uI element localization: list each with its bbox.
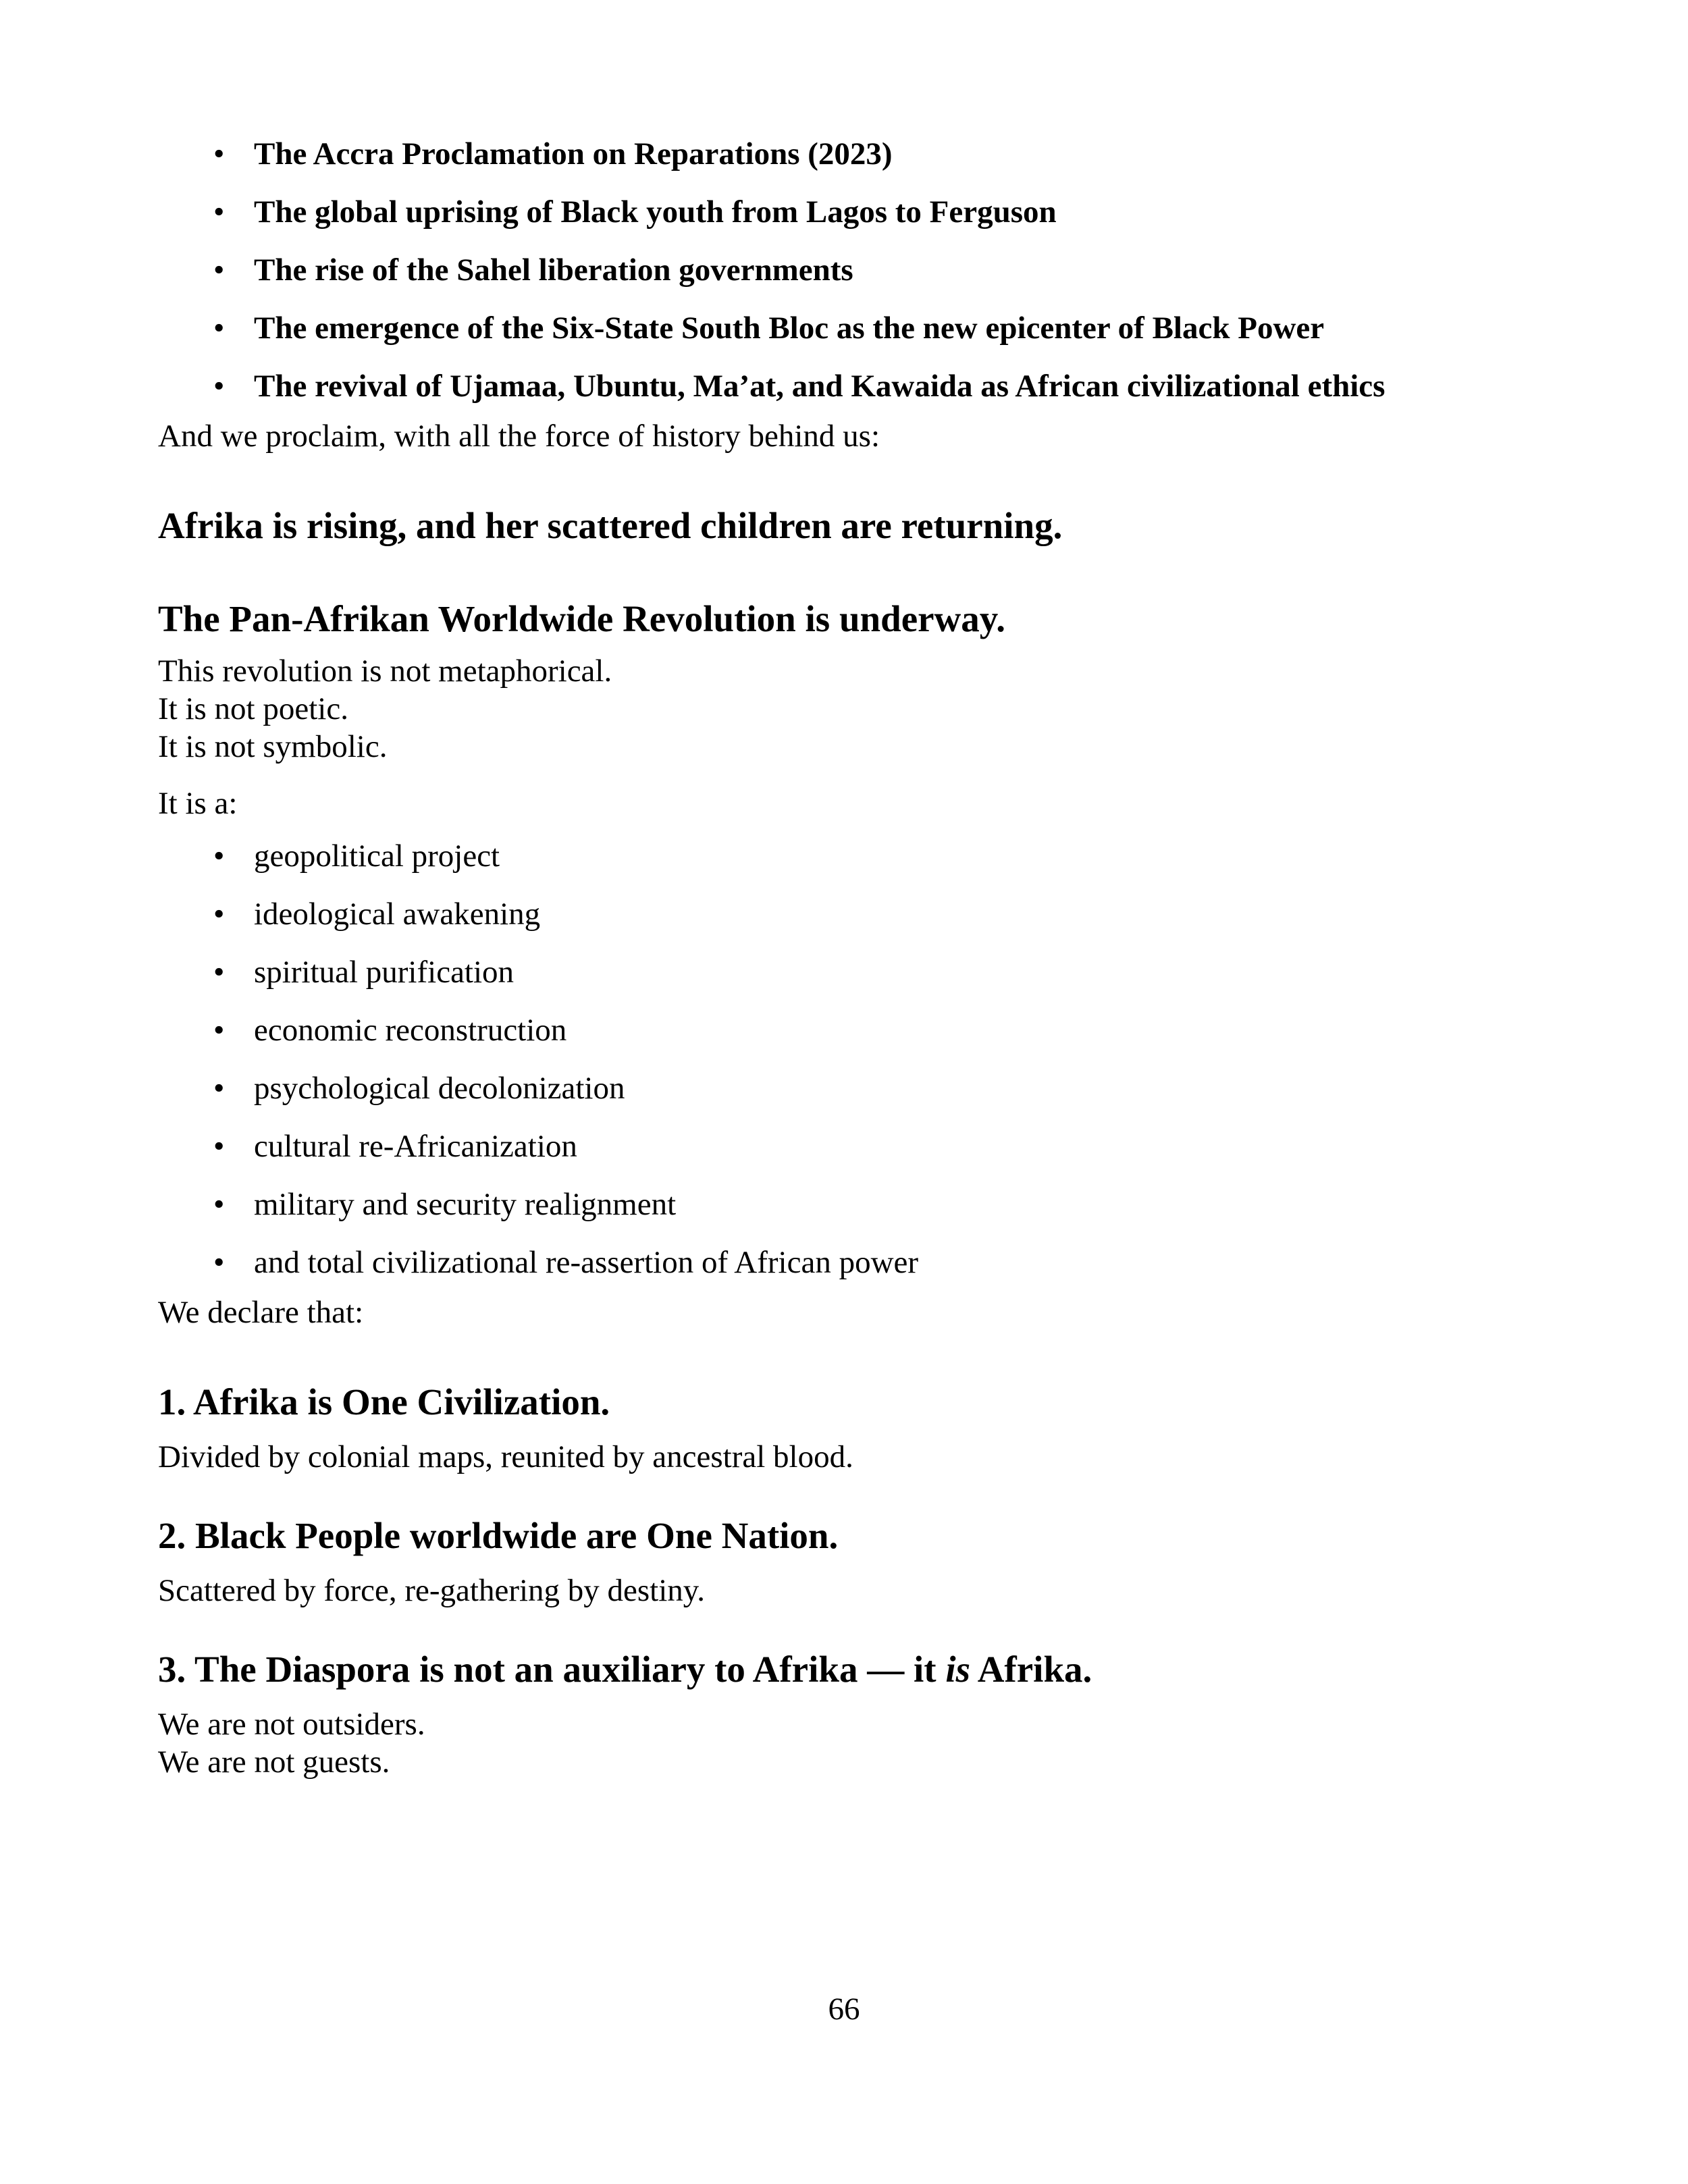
declaration-2-heading: 2. Black People worldwide are One Nation. — [158, 1515, 839, 1556]
list-item: • cultural re-Africanization — [158, 1127, 1542, 1165]
list-item: • The global uprising of Black youth from Lagos to Ferguson — [158, 193, 1542, 231]
list-item: • ideological awakening — [158, 895, 1542, 933]
declaration-1-body: Divided by colonial maps, reunited by ancestral blood. — [158, 1439, 853, 1474]
list-item: • spiritual purification — [158, 953, 1542, 991]
list-item: • The Accra Proclamation on Reparations (2023) — [158, 135, 1542, 173]
list-item: • The emergence of the Six-State South Bloc as the new epicenter of Black Power — [158, 309, 1542, 347]
revolution-line: It is not symbolic. — [158, 729, 388, 764]
declaration-3-line: We are not guests. — [158, 1744, 390, 1780]
declaration-3-body — [158, 1705, 1542, 1781]
headline-afrika-rising: Afrika is rising, and her scattered children are returning. — [158, 505, 1063, 546]
declaration-1-heading: 1. Afrika is One Civilization. — [158, 1381, 610, 1422]
it-is-a-intro: It is a: — [158, 786, 238, 821]
declaration-3-line: We are not outsiders. — [158, 1707, 425, 1742]
proclaim-intro: And we proclaim, with all the force of history behind us: — [158, 419, 880, 454]
declaration-3-heading — [158, 1647, 1542, 1692]
document-page — [158, 135, 1542, 1781]
revolution-line: This revolution is not metaphorical. — [158, 654, 612, 689]
list-item: • economic reconstruction — [158, 1011, 1542, 1049]
list-item: • The rise of the Sahel liberation governments — [158, 251, 1542, 289]
declaration-3-heading-emphasis: is — [945, 1649, 970, 1690]
declaration-2-body: Scattered by force, re-gathering by destiny. — [158, 1573, 705, 1608]
list-item: • military and security realignment — [158, 1186, 1542, 1223]
list-item: • and total civilizational re-assertion of African power — [158, 1244, 1542, 1281]
declaration-3-heading-start: 3. The Diaspora is not an auxiliary to Afrika — it — [158, 1649, 946, 1690]
declaration-3-heading-end: Afrika. — [970, 1649, 1092, 1690]
we-declare-intro: We declare that: — [158, 1295, 364, 1330]
list-item: • geopolitical project — [158, 837, 1542, 875]
revolution-line: It is not poetic. — [158, 691, 348, 726]
page-number: 66 — [828, 1992, 860, 2027]
revolution-dimensions-list — [158, 837, 1542, 1281]
headline-revolution: The Pan-Afrikan Worldwide Revolution is underway. — [158, 598, 1005, 639]
list-item: • psychological decolonization — [158, 1069, 1542, 1107]
list-item: • The revival of Ujamaa, Ubuntu, Ma’at, and Kawaida as African civilizational ethics — [158, 367, 1542, 405]
revolution-statement — [158, 652, 1542, 766]
historical-events-list — [158, 135, 1542, 405]
